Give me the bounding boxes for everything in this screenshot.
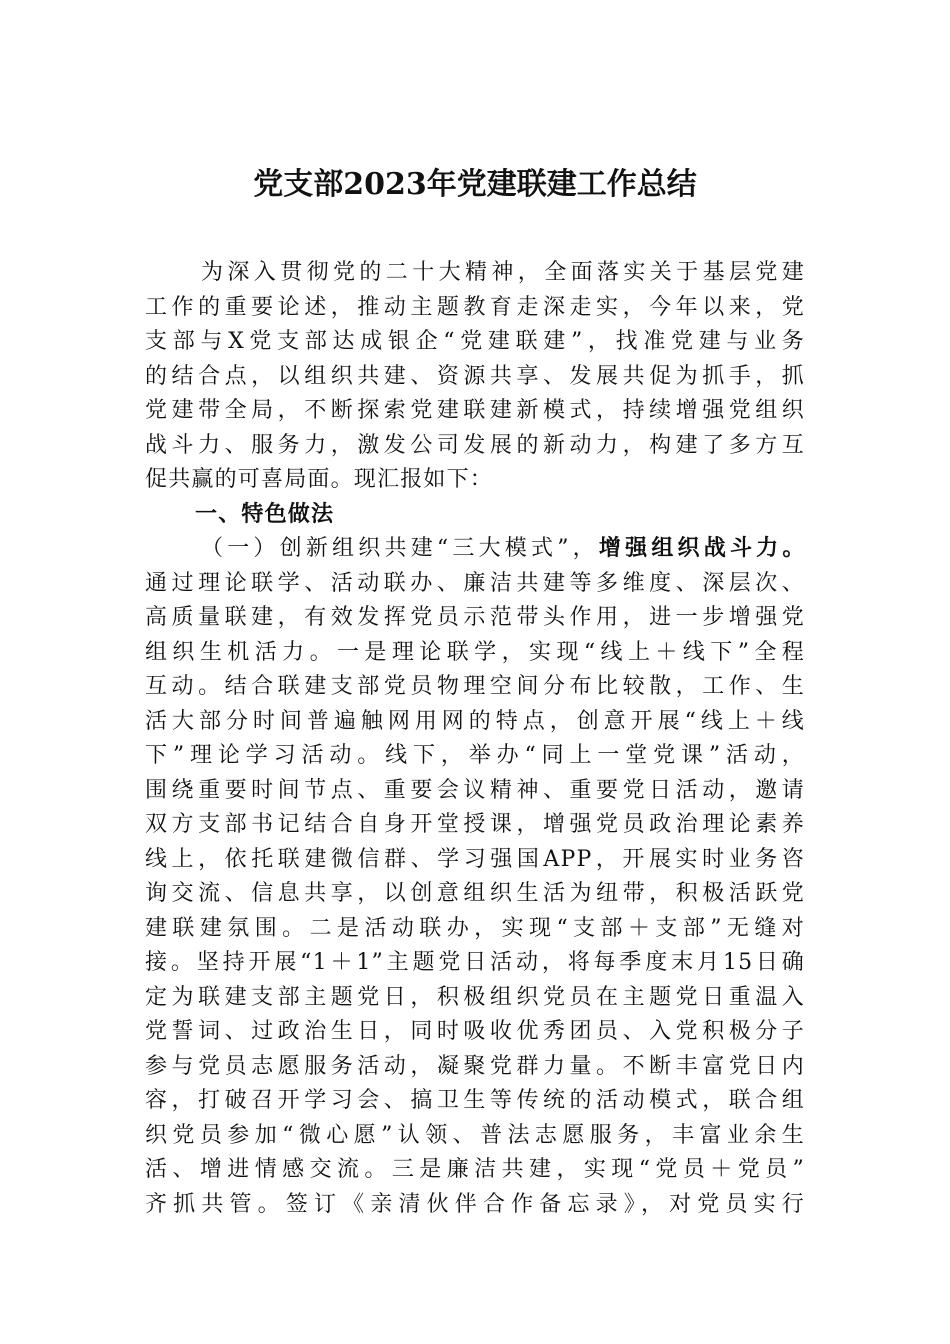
body-line: 活、增进情感交流。三是廉洁共建，实现“党员＋党员” — [145, 1157, 805, 1182]
intro-line: 党建带全局，不断探索党建联建新模式，持续增强党组织 — [145, 398, 805, 423]
body-line: 线上，依托联建微信群、学习强国APP，开展实时业务咨 — [145, 846, 805, 872]
body-line: 定为联建支部主题党日，积极组织党员在主题党日重温入 — [145, 984, 805, 1010]
intro-line: 促共赢的可喜局面。现汇报如下： — [145, 467, 494, 492]
body-line: 下”理论学习活动。线下，举办“同上一堂党课”活动， — [145, 743, 805, 768]
body-line: 高质量联建，有效发挥党员示范带头作用，进一步增强党 — [145, 605, 805, 630]
body-line: 容，打破召开学习会、搞卫生等传统的活动模式，联合组 — [145, 1088, 805, 1113]
body-line: 齐抓共管。签订《亲清伙伴合作备忘录》，对党员实行 — [145, 1191, 805, 1217]
sub-heading-rest: 增强组织战斗力。 — [598, 536, 805, 561]
body-line: 党誓词、过政治生日，同时吸收优秀团员、入党积极分子 — [145, 1019, 805, 1044]
body-line: 互动。结合联建支部党员物理空间分布比较散，工作、生 — [145, 674, 805, 699]
body-line: 接。坚持开展“1＋1”主题党日活动，将每季度末月15日确 — [145, 950, 805, 975]
section-heading: 一、特色做法 — [195, 501, 335, 527]
intro-line: 支部与X党支部达成银企“党建联建”，找准党建与业务 — [145, 329, 805, 354]
intro-line: 的结合点，以组织共建、资源共享、发展共促为抓手，抓 — [145, 363, 805, 389]
intro-line: 战斗力、服务力，激发公司发展的新动力，构建了多方互 — [145, 432, 805, 458]
body-line: 织党员参加“微心愿”认领、普法志愿服务，丰富业余生 — [145, 1122, 805, 1148]
body-line: 参与党员志愿服务活动，凝聚党群力量。不断丰富党日内 — [145, 1053, 805, 1079]
document-title: 党支部2023年党建联建工作总结 — [253, 167, 697, 202]
document-body — [145, 256, 805, 1222]
body-line: 询交流、信息共享，以创意组织生活为纽带，积极活跃党 — [145, 881, 805, 906]
intro-line: 工作的重要论述，推动主题教育走深走实，今年以来，党 — [145, 294, 805, 320]
body-line: 通过理论联学、活动联办、廉洁共建等多维度、深层次、 — [145, 570, 805, 596]
body-line: 双方支部书记结合自身开堂授课，增强党员政治理论素养 — [145, 812, 805, 837]
sub-heading-lead: （一）创新组织共建“三大模式”， — [201, 536, 599, 561]
intro-line: 为深入贯彻党的二十大精神，全面落实关于基层党建 — [201, 260, 805, 285]
body-line: 围绕重要时间节点、重要会议精神、重要党日活动，邀请 — [145, 777, 805, 803]
body-line: 建联建氛围。二是活动联办，实现“支部＋支部”无缝对 — [145, 915, 805, 941]
body-line: 组织生机活力。一是理论联学，实现“线上＋线下”全程 — [145, 639, 805, 665]
sub-heading — [145, 532, 805, 567]
body-line: 活大部分时间普遍触网用网的特点，创意开展“线上＋线 — [145, 708, 805, 734]
